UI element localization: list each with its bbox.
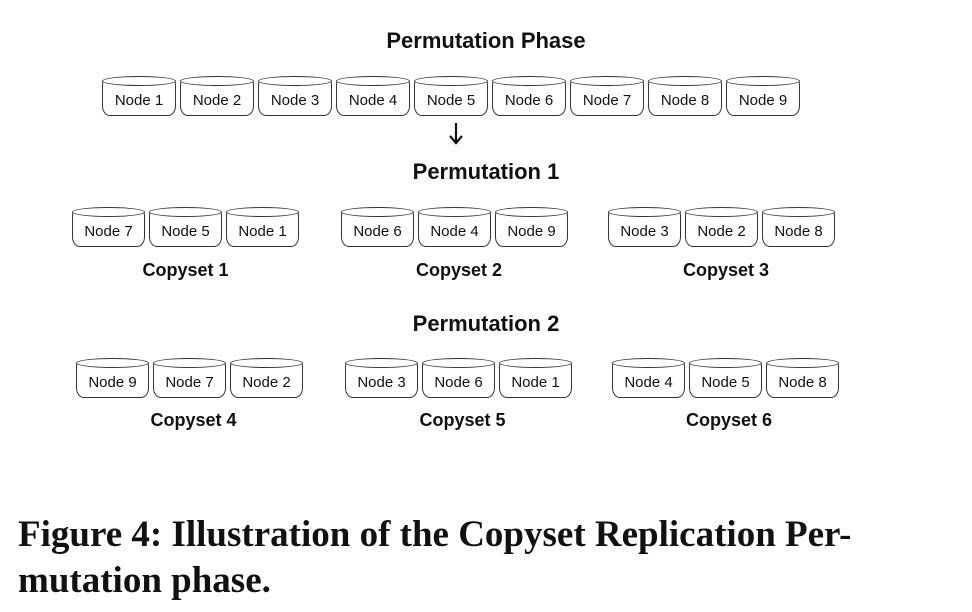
node-label: Node 6 [504,92,554,109]
node-label: Node 5 [426,92,476,109]
node-cylinder [226,211,299,247]
node-cylinder [345,362,418,398]
node-cylinder [499,362,572,398]
node-cylinder [762,211,835,247]
node-label: Node 3 [357,374,406,391]
copyset-1-nodes [72,211,299,247]
node-cylinder [102,80,176,116]
copyset-label: Copyset 3 [682,260,770,280]
node-cylinder [648,80,722,116]
node-label: Node 2 [242,374,291,391]
copyset-2-nodes [341,211,568,247]
node-label: Node 4 [348,92,398,109]
node-cylinder [422,362,495,398]
node-label: Node 4 [430,223,479,240]
node-cylinder [689,362,762,398]
node-label: Node 4 [624,374,673,391]
node-label: Node 9 [738,92,788,109]
node-label: Node 8 [774,223,823,240]
copyset-label: Copyset 5 [419,410,506,430]
copyset-label: Copyset 1 [142,260,229,280]
permutation-1-title: Permutation 1 [412,159,560,184]
node-cylinder [492,80,566,116]
copyset-5-nodes [345,362,572,398]
copyset-label: Copyset 6 [685,410,773,430]
node-label: Node 7 [582,92,632,109]
node-label: Node 2 [697,223,746,240]
node-cylinder [570,80,644,116]
node-label: Node 1 [114,92,164,109]
node-cylinder [495,211,568,247]
node-label: Node 8 [778,374,827,391]
node-label: Node 8 [660,92,710,109]
node-label: Node 5 [701,374,750,391]
node-cylinder [766,362,839,398]
node-label: Node 5 [161,223,210,240]
node-cylinder [76,362,149,398]
copyset-label: Copyset 2 [415,260,503,280]
node-cylinder [685,211,758,247]
node-cylinder [153,362,226,398]
node-cylinder [72,211,145,247]
node-label: Node 6 [353,223,402,240]
node-cylinder [258,80,332,116]
node-cylinder [418,211,491,247]
node-cylinder [341,211,414,247]
node-label: Node 3 [270,92,320,109]
figure-caption: Figure 4: Illustration of the Copyset Replication Per-mutation phase. [18,514,852,601]
node-label: Node 1 [511,374,560,391]
node-cylinder [180,80,254,116]
copyset-label: Copyset 4 [150,410,237,430]
node-label: Node 7 [165,374,214,391]
node-label: Node 9 [507,223,556,240]
node-label: Node 3 [620,223,669,240]
down-arrow-icon [446,121,466,147]
node-cylinder [336,80,410,116]
node-label: Node 1 [238,223,287,240]
node-label: Node 2 [192,92,242,109]
node-cylinder [726,80,800,116]
node-label: Node 6 [434,374,483,391]
node-cylinder [414,80,488,116]
permutation-2-title: Permutation 2 [412,311,560,336]
node-cylinder [608,211,681,247]
node-cylinder [612,362,685,398]
node-cylinder [230,362,303,398]
copyset-3-nodes [608,211,835,247]
node-label: Node 7 [84,223,133,240]
copyset-6-nodes [612,362,839,398]
node-row-all [102,80,800,116]
node-cylinder [149,211,222,247]
node-label: Node 9 [88,374,137,391]
copyset-4-nodes [76,362,303,398]
phase-title: Permutation Phase [386,28,586,53]
